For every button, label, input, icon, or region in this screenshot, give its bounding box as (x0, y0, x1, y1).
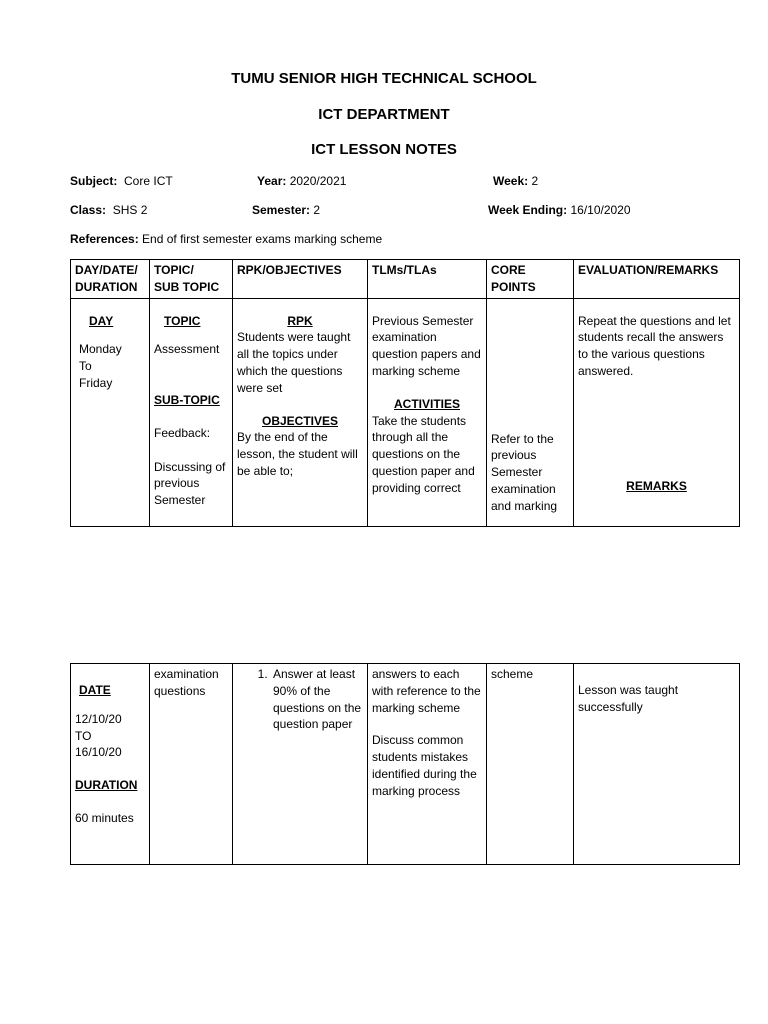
subtopic-heading: SUB-TOPIC (154, 393, 220, 408)
table-row (71, 664, 740, 865)
department-title: ICT DEPARTMENT (318, 106, 450, 123)
date-text: 12/10/20 TO 16/10/20 (75, 711, 122, 760)
references-value: End of first semester exams marking scheme (142, 232, 383, 246)
topic-text: Assessment (154, 342, 220, 357)
activities-text: Take the students through all the questions on the question paper and providing correct (372, 413, 475, 495)
semester-field (252, 203, 320, 217)
week-ending-label: Week Ending: (488, 203, 568, 217)
subject-field (70, 174, 173, 188)
list-item: 1. Answer at least 90% of the questions on the question paper (271, 666, 363, 733)
activities-heading: ACTIVITIES (393, 396, 460, 411)
year-value: 2020/2021 (289, 174, 347, 188)
subtopic-text: Feedback: Discussing of previous Semester (154, 425, 226, 508)
subject-value: Core ICT (124, 174, 173, 188)
evaluation-cell (574, 298, 740, 526)
class-field (70, 203, 147, 217)
day-text: Monday To Friday (79, 342, 122, 390)
semester-label: Semester: (252, 203, 311, 217)
remarks-heading: REMARKS (626, 478, 687, 493)
header-core-points: CORE POINTS (487, 260, 574, 299)
header-topic-subtopic: TOPIC/ SUB TOPIC (150, 260, 233, 299)
table-header-row (71, 260, 740, 299)
topic-continued-cell (150, 664, 233, 865)
week-value: 2 (531, 174, 539, 188)
subject-label: Subject: (70, 174, 118, 188)
references-label: References: (70, 232, 139, 246)
week-ending-field (488, 203, 631, 217)
references-field (70, 232, 382, 246)
objectives-heading: OBJECTIVES (261, 413, 339, 428)
topic-continued-text: examination questions (154, 667, 219, 698)
topic-heading: TOPIC (164, 313, 201, 328)
day-heading: DAY (89, 313, 114, 328)
evaluation-text: Repeat the questions and let students recall the answers to the various questions answered. (578, 313, 731, 378)
rpk-text: Students were taught all the topics under which the questions were set (237, 330, 351, 395)
class-label: Class: (70, 203, 107, 217)
tlms-continued-text-2: Discuss common students mistakes identified during the marking process (372, 733, 477, 798)
tlms-cell (368, 298, 487, 526)
core-points-text: Refer to the previous Semester examination and marking (491, 431, 558, 513)
week-ending-value: 16/10/2020 (570, 203, 631, 217)
class-value: SHS 2 (112, 203, 148, 217)
core-points-continued-text: scheme (491, 667, 534, 681)
remarks-text: Lesson was taught successfully (578, 683, 679, 714)
lesson-table-page2 (70, 663, 740, 865)
day-cell (71, 298, 150, 526)
tlms-continued-text: answers to each with reference to the marking scheme (372, 667, 481, 715)
objectives-list (237, 666, 363, 733)
rpk-heading: RPK (287, 313, 313, 328)
objectives-continued-cell (233, 664, 368, 865)
remarks-cell (574, 664, 740, 865)
topic-cell (150, 298, 233, 526)
duration-heading: DURATION (75, 778, 138, 793)
week-field (493, 174, 538, 188)
header-tlms-tlas: TLMs/TLAs (368, 260, 487, 299)
table-row (71, 298, 740, 526)
rpk-objectives-cell (233, 298, 368, 526)
document-title: ICT LESSON NOTES (311, 141, 457, 158)
year-field (257, 174, 346, 188)
header-rpk-objectives: RPK/OBJECTIVES (233, 260, 368, 299)
date-heading: DATE (79, 683, 111, 697)
tlms-continued-cell (368, 664, 487, 865)
objectives-text: By the end of the lesson, the student will be able to; (237, 430, 358, 478)
core-points-cell (487, 298, 574, 526)
tlms-text: Previous Semester examination question papers and marking scheme (372, 313, 481, 378)
school-name: TUMU SENIOR HIGH TECHNICAL SCHOOL (231, 70, 537, 87)
semester-value: 2 (313, 203, 321, 217)
week-label: Week: (493, 174, 529, 188)
duration-text: 60 minutes (75, 810, 134, 825)
year-label: Year: (257, 174, 287, 188)
header-day-date-duration: DAY/DATE/ DURATION (71, 260, 150, 299)
date-duration-cell (71, 664, 150, 865)
header-evaluation-remarks: EVALUATION/REMARKS (574, 260, 740, 299)
lesson-table-page1 (70, 259, 740, 527)
core-points-continued-cell (487, 664, 574, 865)
